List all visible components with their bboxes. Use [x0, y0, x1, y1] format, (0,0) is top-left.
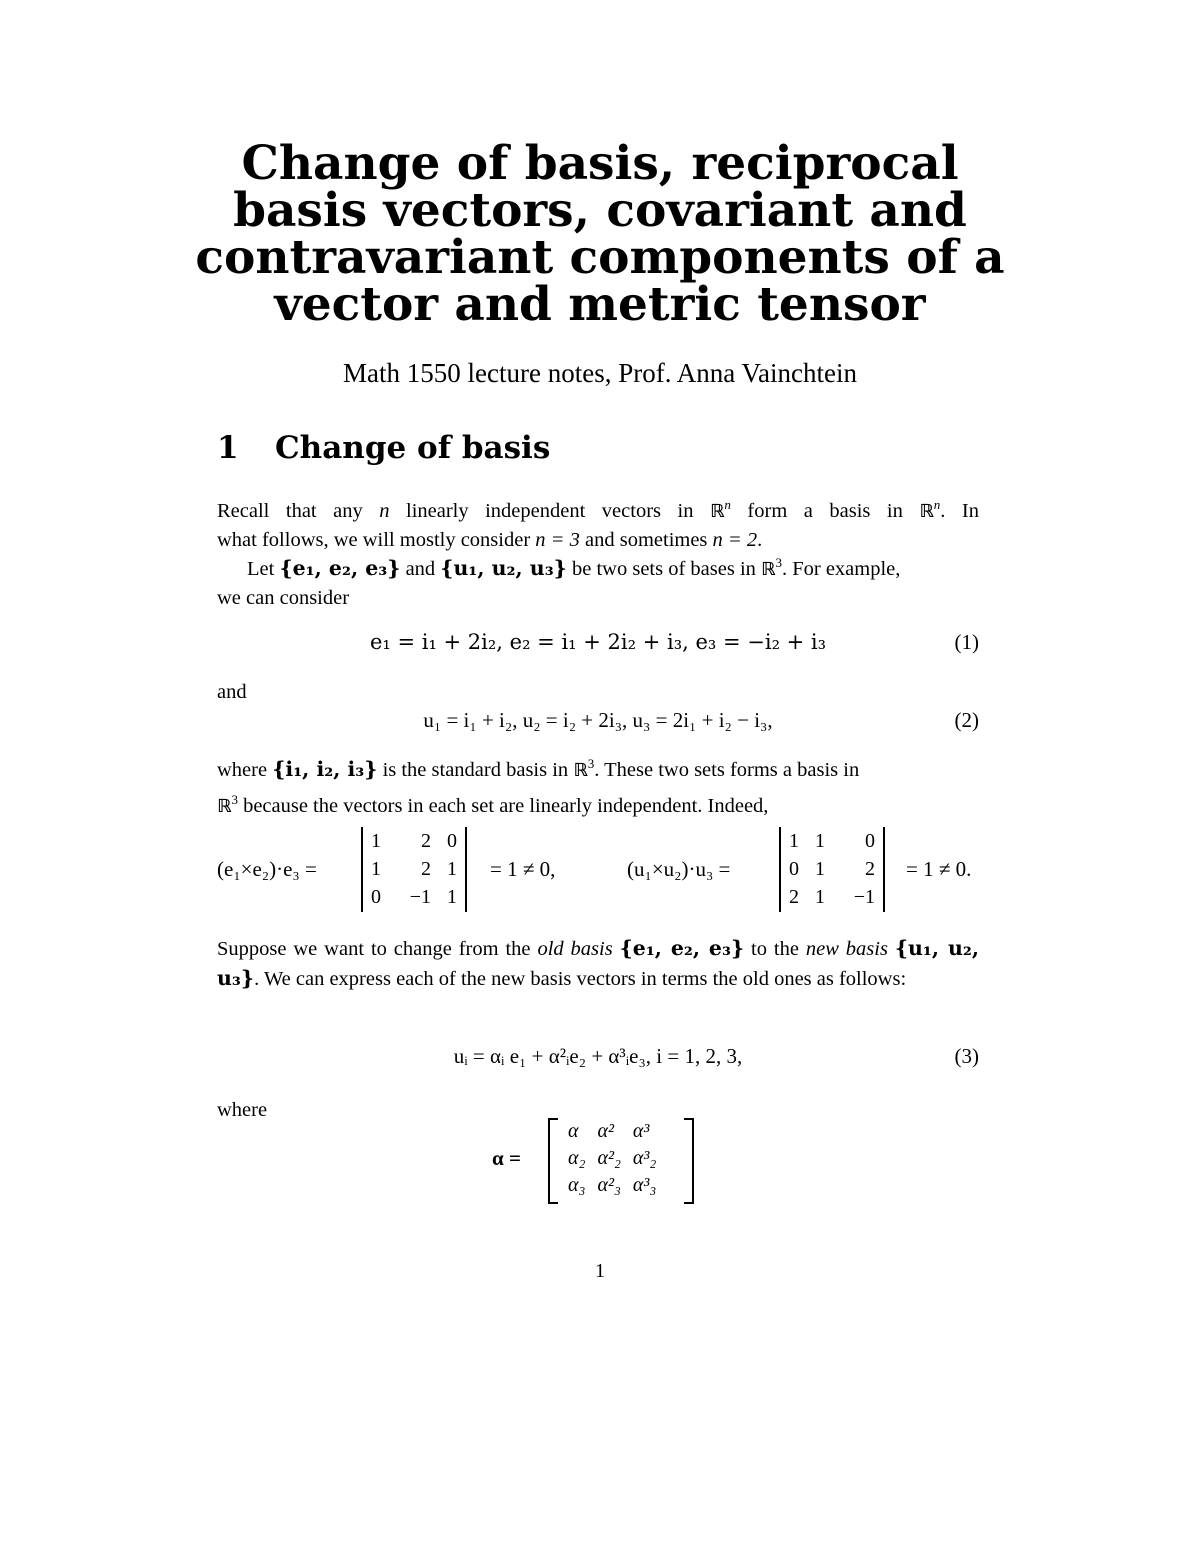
text-and: and	[217, 681, 247, 703]
alpha-matrix	[548, 1118, 694, 1200]
text-line: what follows, we will mostly consider n = 3 and sometimes n = 2.	[217, 529, 763, 551]
det1-result: = 1 ≠ 0,	[490, 857, 556, 881]
text-line: Recall that any n linearly independent vectors in ℝ$^n$ form a basis in ℝ$^n$. In	[217, 497, 979, 522]
matrix-row: 1 2 1	[371, 857, 457, 880]
matrix-row: 0 −1 1	[371, 885, 457, 908]
matrix-row: α₂ α²₂ α³₂	[568, 1147, 657, 1169]
matrix-row: α₃ α²₃ α³₃	[568, 1174, 657, 1196]
title-line: basis vectors, covariant and	[233, 183, 967, 238]
text-where: where	[217, 1099, 268, 1121]
alpha-label: α =	[492, 1146, 521, 1170]
det2-label: (u₁×u₂)·u₃ =	[627, 857, 731, 881]
author-line: Math 1550 lecture notes, Prof. Anna Vainchtein	[343, 358, 857, 388]
equation-number: (2)	[954, 708, 979, 732]
section-heading	[217, 430, 550, 466]
equation-1	[217, 630, 979, 660]
equation-number: (1)	[954, 630, 979, 654]
paragraph-change: Suppose we want to change from the old basis {e₁, e₂, e₃} to the new basis {u₁, u₂, u₃}. We can express each of the new basis vectors in terms the old ones as follows:	[217, 936, 979, 990]
equation-2	[217, 708, 979, 738]
det2-result: = 1 ≠ 0.	[906, 857, 972, 881]
title-line: Change of basis, reciprocal	[241, 136, 959, 191]
equation-body: u₁ = i₁ + i₂, u₂ = i₂ + 2i₃, u₃ = 2i₁ + i₂ − i₃,	[423, 708, 773, 732]
paragraph-bases: Let {e₁, e₂, e₃} and {u₁, u₂, u₃} be two sets of bases in ℝ$^3$. For example, we can consider	[217, 555, 901, 609]
paragraph-intro	[217, 490, 979, 555]
matrix-row: 0 1 2	[789, 857, 875, 880]
document-title	[0, 136, 1200, 332]
equation-number: (3)	[954, 1044, 979, 1068]
paragraph-standard-basis: where {i₁, i₂, i₃} is the standard basis in ℝ$^3$. These two sets forms a basis in ℝ$^3$ because the vectors in each set are linearly independent. Indeed,	[217, 756, 860, 817]
page-number: 1	[595, 1260, 605, 1282]
section-number: 1	[217, 430, 239, 466]
title-line: contravariant components of a	[195, 230, 1005, 285]
matrix-row: α α² α³	[568, 1120, 650, 1142]
section-title: Change of basis	[275, 430, 551, 466]
bracket-left	[548, 1118, 558, 1204]
title-line: vector and metric tensor	[274, 277, 926, 332]
determinant-e	[361, 827, 467, 912]
equation-body: e₁ = i₁ + 2i₂, e₂ = i₁ + 2i₂ + i₃, e₃ = −i₂ + i₃	[369, 630, 827, 654]
determinant-u	[779, 827, 885, 912]
equation-body: uᵢ = αᵢ e₁ + α²ᵢe₂ + α³ᵢe₃, i = 1, 2, 3,	[453, 1044, 743, 1068]
bracket-right	[684, 1118, 694, 1204]
matrix-row: 1 2 0	[371, 829, 457, 852]
matrix-row: 2 1 −1	[789, 885, 875, 908]
matrix-row: 1 1 0	[789, 829, 875, 852]
equation-3	[217, 1044, 979, 1074]
det1-label: (e₁×e₂)·e₃ =	[217, 857, 317, 881]
